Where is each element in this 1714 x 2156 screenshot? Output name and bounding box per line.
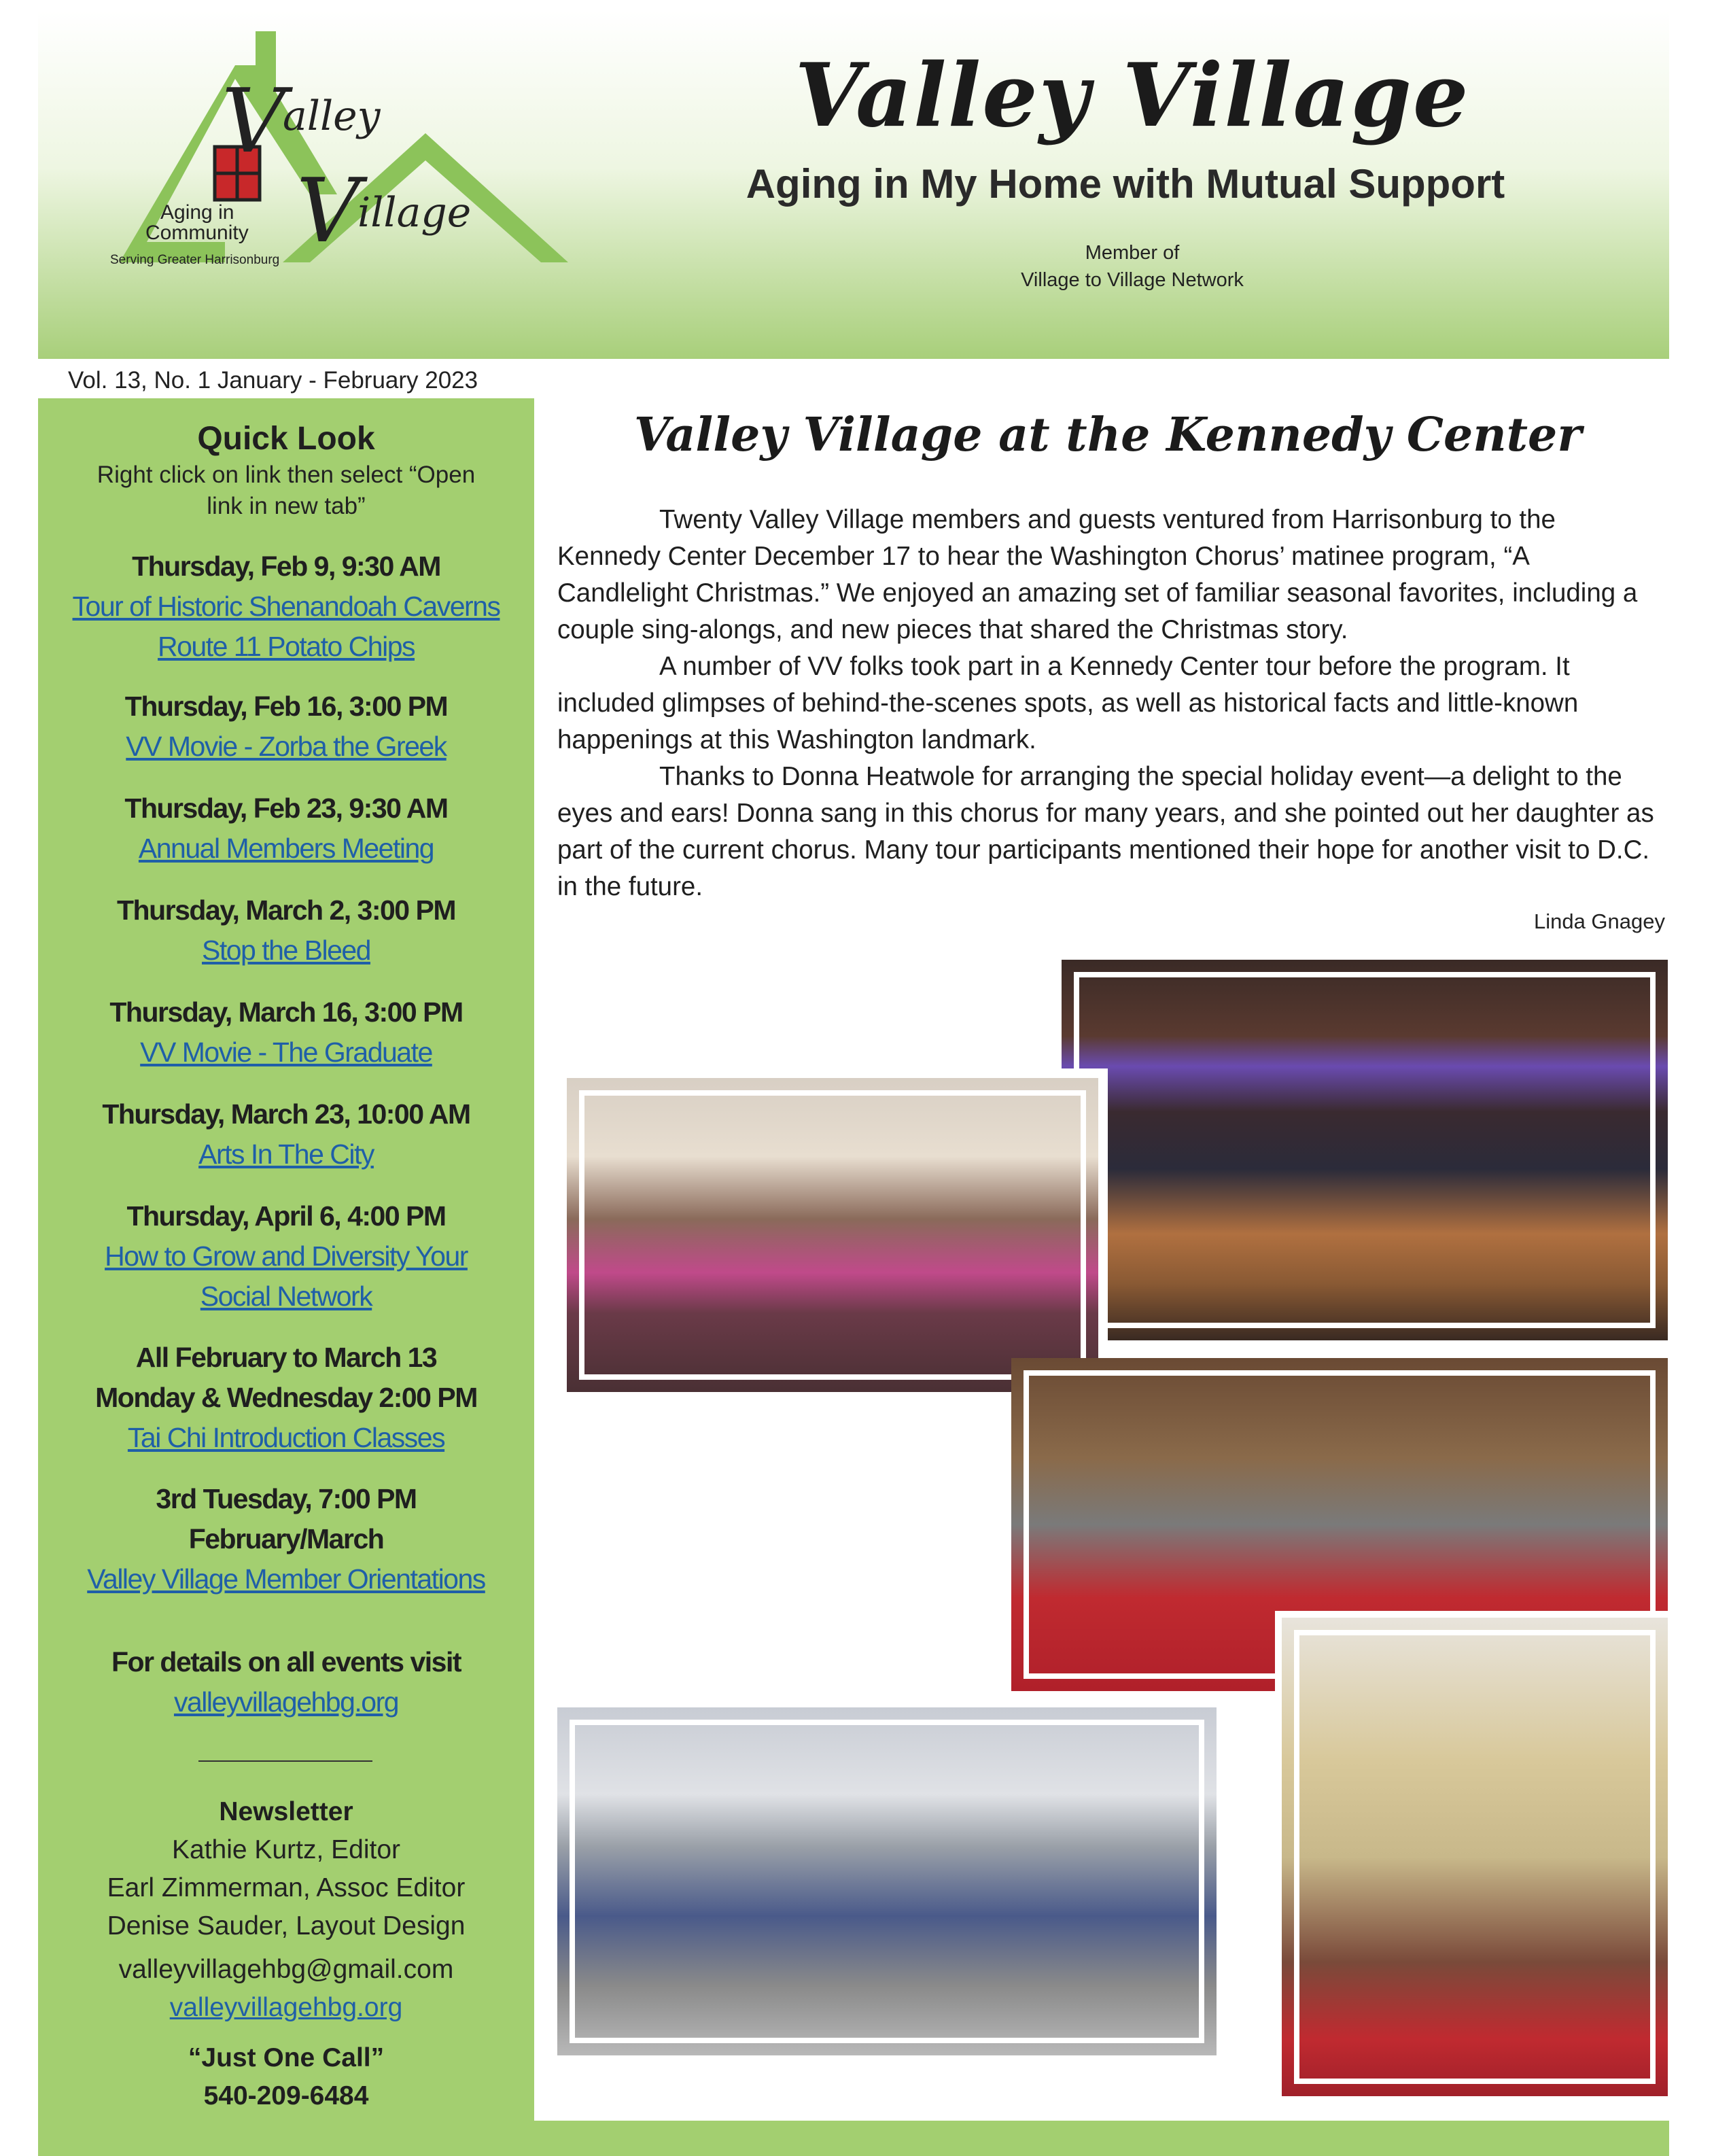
event-item [38,890,534,971]
article-body [557,502,1665,905]
network-membership [922,239,1343,294]
member-line-2: Village to Village Network [1021,269,1244,291]
masthead [38,11,1669,359]
photo-concert-hall [557,1068,1108,1402]
event-item [38,1338,534,1458]
newsletter-credits [38,1793,534,2115]
details-block [38,1642,534,1722]
event-link-potato-chips[interactable]: Route 11 Potato Chips [158,631,415,662]
quick-look-sidebar [38,398,534,2156]
quick-look-note [38,459,534,522]
event-link-annual-meeting[interactable]: Annual Members Meeting [138,833,434,864]
footer-bar [534,2121,1669,2156]
logo-aging-text: Aging in [160,201,234,224]
article-paragraph: Twenty Valley Village members and guests ventured from Harrisonburg to the Kennedy Center December 17 to hear the Washington Chorus’ matinee program, “A Candlelight Christmas.” We enjoyed an amazing set of familiar seasonal favorites, including a couple sing-alongs, and new pieces that shared the Christmas story. [557,505,1638,644]
photo-group-on-terrace [557,1707,1217,2055]
member-line-1: Member of [1085,242,1180,264]
newsletter-heading: Newsletter [219,1797,353,1826]
event-item [38,1196,534,1317]
masthead-subtitle: Aging in My Home with Mutual Support [746,161,1505,207]
event-date-secondary: Monday & Wednesday 2:00 PM [95,1382,477,1413]
contact-website-link[interactable]: valleyvillagehbg.org [169,1993,403,2022]
phone-number: 540-209-6484 [203,2081,369,2110]
volume-info: Vol. 13, No. 1 January - February 2023 [68,367,478,394]
masthead-title: Valley Village [794,45,1470,147]
article-title: Valley Village at the Kennedy Center [633,408,1582,462]
event-link-tai-chi[interactable]: Tai Chi Introduction Classes [127,1422,445,1453]
tagline: “Just One Call” [188,2043,385,2072]
event-link-arts-in-the-city[interactable]: Arts In The City [198,1138,374,1170]
event-date: Thursday, April 6, 4:00 PM [126,1200,446,1232]
article-paragraph: Thanks to Donna Heatwole for arranging the special holiday event—a delight to the eyes and ears! Donna sang in this chorus for many years, and she pointed out her daughter as part of the current chorus. Many tour participants mentioned their hope for another visit to D.C. in the future. [557,762,1654,901]
event-date: Thursday, March 2, 3:00 PM [117,894,455,926]
event-date: Thursday, Feb 9, 9:30 AM [132,551,440,582]
event-link-social-network-cont[interactable]: Social Network [200,1281,372,1312]
event-link-caverns[interactable]: Tour of Historic Shenandoah Caverns [72,591,500,622]
logo-word-valley: alley [283,92,381,140]
event-date: Thursday, Feb 16, 3:00 PM [124,691,448,722]
event-date: Thursday, Feb 23, 9:30 AM [124,793,448,824]
article-byline: Linda Gnagey [1533,909,1665,933]
event-date: All February to March 13 [135,1342,437,1373]
section-divider [198,1760,372,1762]
event-link-social-network[interactable]: How to Grow and Diversity Your [105,1240,468,1272]
event-date: 3rd Tuesday, 7:00 PM [156,1483,417,1514]
details-label: For details on all events visit [111,1646,461,1677]
event-link-member-orientations[interactable]: Valley Village Member Orientations [87,1563,485,1595]
event-item [38,686,534,767]
photo-frame [579,1090,1086,1380]
logo-word-village: illage [357,189,472,237]
event-date: Thursday, March 16, 3:00 PM [109,996,463,1028]
contact-email[interactable]: valleyvillagehbg@gmail.com [118,1955,454,1984]
event-item [38,992,534,1073]
event-item [38,788,534,869]
assoc-editor-credit: Earl Zimmerman, Assoc Editor [107,1873,466,1902]
event-item [38,1094,534,1175]
event-link-zorba[interactable]: VV Movie - Zorba the Greek [126,731,447,762]
note-line-1: Right click on link then select “Open [97,462,476,488]
event-date-secondary: February/March [188,1523,384,1554]
photo-frame [570,1720,1204,2043]
event-link-stop-the-bleed[interactable]: Stop the Bleed [202,935,370,966]
details-website-link[interactable]: valleyvillagehbg.org [173,1686,399,1718]
logo-serving-text: Serving Greater Harrisonburg [110,253,280,267]
event-item [38,546,534,667]
layout-credit: Denise Sauder, Layout Design [107,1911,466,1941]
editor-credit: Kathie Kurtz, Editor [172,1835,400,1864]
quick-look-title: Quick Look [197,421,375,457]
photo-frame [1294,1630,1656,2084]
article-paragraph: A number of VV folks took part in a Kennedy Center tour before the program. It included glimpses of behind-the-scenes spots, as well as historical facts and little-known happenings at this Washington landmark. [557,652,1579,754]
event-item [38,1479,534,1599]
event-date: Thursday, March 23, 10:00 AM [102,1098,470,1130]
note-line-2: link in new tab” [207,493,366,519]
logo-letter-v-bottom: V [296,159,360,262]
photo-grand-foyer [1275,1611,1675,2103]
logo-letter-v-top: V [222,69,285,173]
photo-frame [1074,972,1656,1328]
event-link-the-graduate[interactable]: VV Movie - The Graduate [140,1037,432,1068]
logo-community-text: Community [145,222,249,244]
photo-chorus-on-stage [1062,960,1668,1340]
